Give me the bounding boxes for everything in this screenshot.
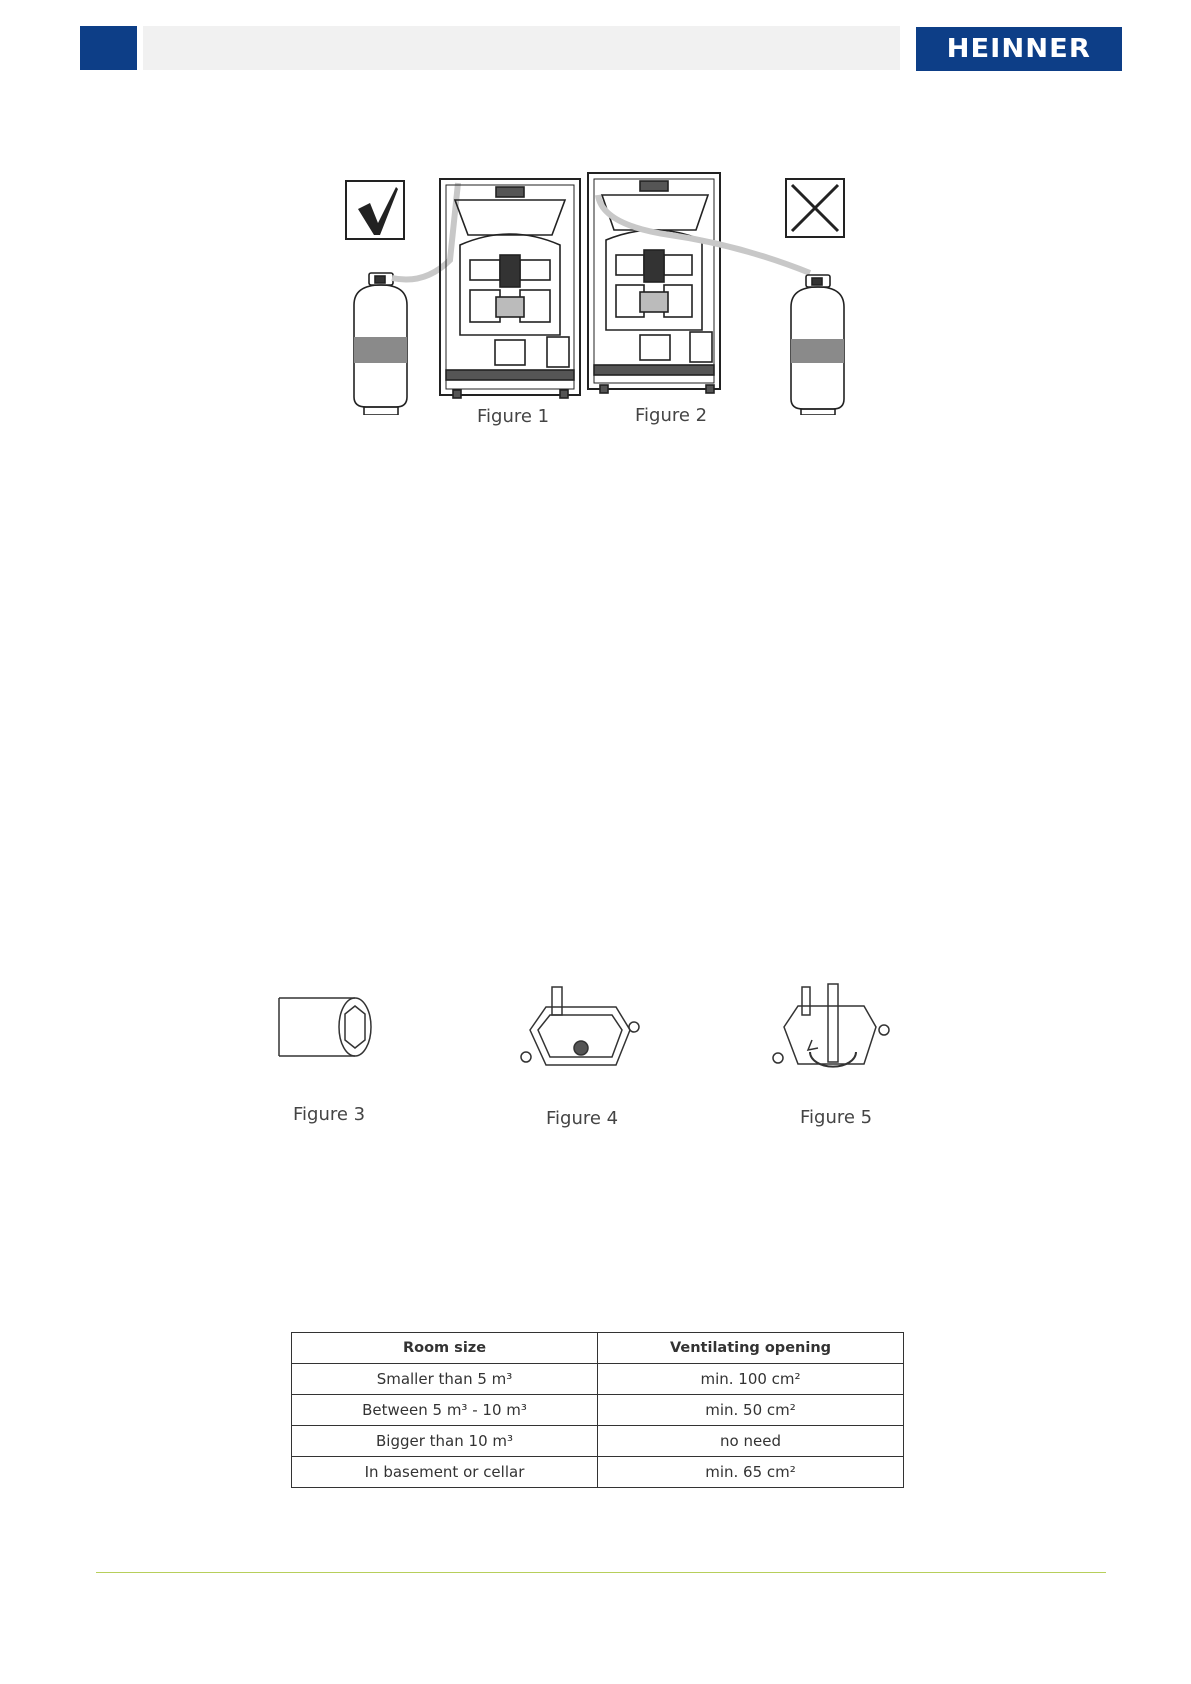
table-row xyxy=(292,1426,904,1457)
table-cell: min. 50 cm² xyxy=(598,1395,904,1426)
table-cell: Between 5 m³ - 10 m³ xyxy=(292,1395,598,1426)
figure-3-socket-wrench xyxy=(275,992,385,1062)
figure-5-caption: Figure 5 xyxy=(800,1107,873,1128)
brand-logo xyxy=(916,27,1122,71)
table-row xyxy=(292,1395,904,1426)
table-header-row xyxy=(292,1333,904,1364)
appliance-back-1 xyxy=(440,179,580,398)
table-cell: In basement or cellar xyxy=(292,1457,598,1488)
figure-4-burner-base xyxy=(516,985,646,1085)
figure-2-caption: Figure 2 xyxy=(635,405,708,426)
brand-logo-text: HEINNER xyxy=(946,34,1092,64)
figure-3-caption: Figure 3 xyxy=(293,1104,366,1125)
figure-1-caption: Figure 1 xyxy=(477,406,550,427)
column-header: Ventilating opening xyxy=(598,1333,904,1364)
table-row xyxy=(292,1457,904,1488)
appliance-back-2 xyxy=(588,173,720,393)
check-mark-icon xyxy=(346,181,404,239)
column-header: Room size xyxy=(292,1333,598,1364)
gas-cylinder-left xyxy=(354,273,407,415)
table-cell: min. 65 cm² xyxy=(598,1457,904,1488)
gas-cylinder-right xyxy=(791,275,844,415)
table-cell: Bigger than 10 m³ xyxy=(292,1426,598,1457)
figure-4-caption: Figure 4 xyxy=(546,1108,619,1129)
table-cell: Smaller than 5 m³ xyxy=(292,1364,598,1395)
table-cell: min. 100 cm² xyxy=(598,1364,904,1395)
table-cell: no need xyxy=(598,1426,904,1457)
ventilation-table xyxy=(291,1332,904,1488)
cross-mark-icon xyxy=(786,179,844,237)
header-accent-block xyxy=(80,26,137,70)
figure-5-burner-tightening xyxy=(772,982,902,1082)
footer-divider xyxy=(96,1572,1106,1573)
table-row xyxy=(292,1364,904,1395)
header-bar xyxy=(143,26,900,70)
figure-1-2-illustration xyxy=(340,165,860,415)
